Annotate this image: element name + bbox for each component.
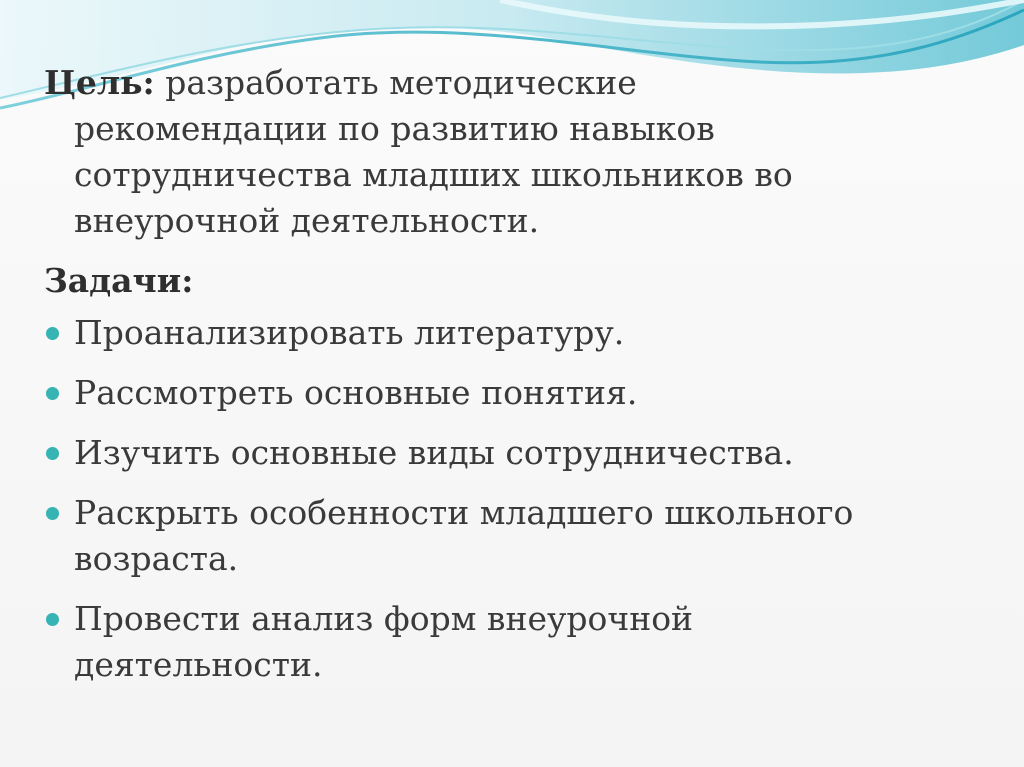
task-text: деятельности. bbox=[74, 645, 323, 684]
task-text: Изучить основные виды сотрудничества. bbox=[74, 433, 794, 472]
task-text: Провести анализ форм внеурочной bbox=[74, 599, 694, 638]
goal-line: разработать методические bbox=[165, 63, 637, 102]
bullet-icon bbox=[46, 447, 59, 460]
task-text: Раскрыть особенности младшего школьного bbox=[74, 493, 854, 532]
goal-line: сотрудничества младших школьников во bbox=[74, 155, 793, 194]
tasks-title: Задачи: bbox=[44, 261, 194, 300]
task-text: Проанализировать литературу. bbox=[74, 313, 625, 352]
goal-label: Цель: bbox=[44, 63, 155, 102]
goal-line: рекомендации по развитию навыков bbox=[74, 109, 715, 148]
slide-content bbox=[44, 60, 994, 702]
list-item bbox=[44, 596, 994, 688]
goal-block bbox=[44, 60, 994, 244]
bullet-icon bbox=[46, 507, 59, 520]
bullet-icon bbox=[46, 387, 59, 400]
list-item bbox=[44, 490, 994, 582]
task-text: Рассмотреть основные понятия. bbox=[74, 373, 638, 412]
list-item bbox=[44, 310, 994, 356]
goal-line: внеурочной деятельности. bbox=[74, 201, 540, 240]
task-text: возраста. bbox=[74, 539, 239, 578]
list-item bbox=[44, 430, 994, 476]
bullet-icon bbox=[46, 327, 59, 340]
bullet-icon bbox=[46, 613, 59, 626]
list-item bbox=[44, 370, 994, 416]
tasks-list bbox=[44, 310, 994, 688]
